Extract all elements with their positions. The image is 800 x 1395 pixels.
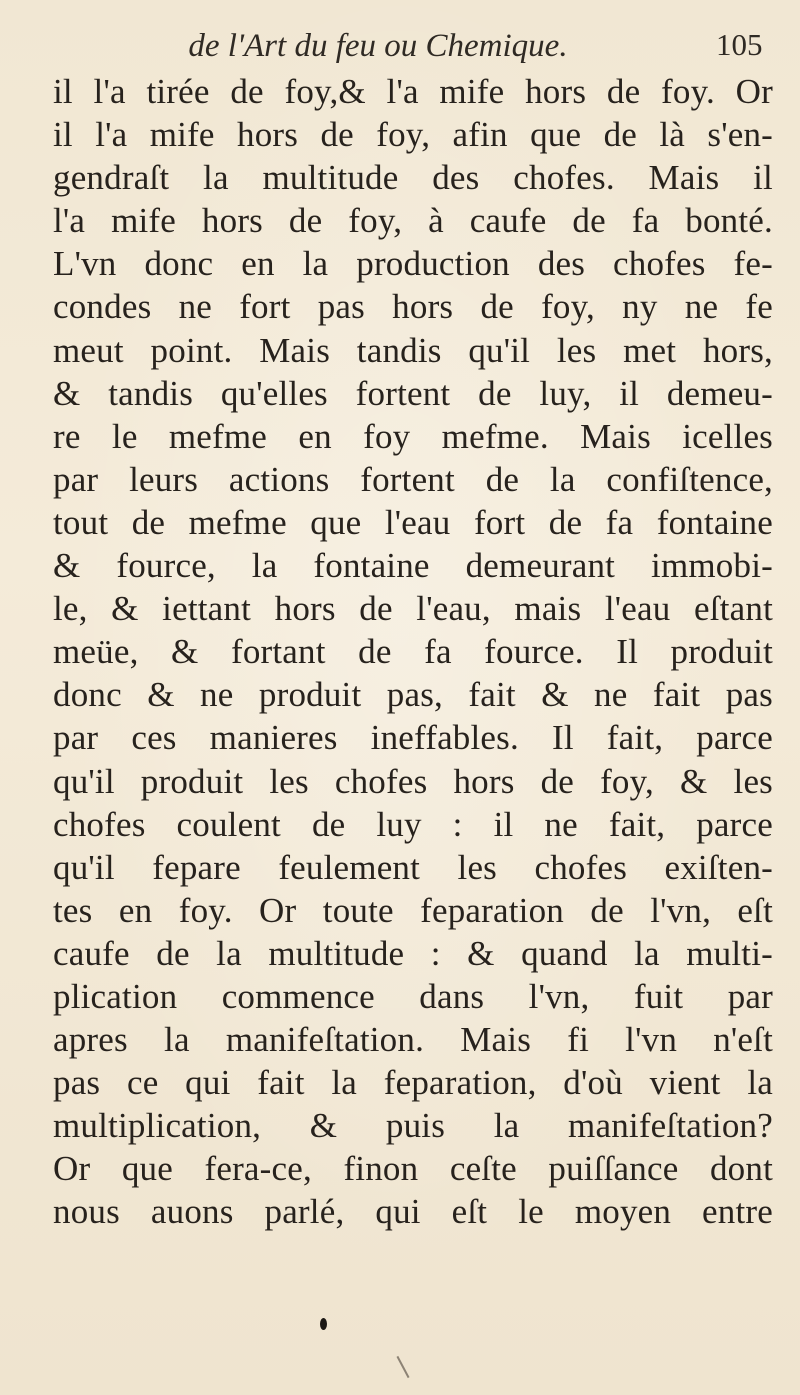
text-line: le, & iettant hors de l'eau, mais l'eau eſtant — [53, 589, 773, 629]
text-line: & tandis qu'elles fortent de luy, il demeu- — [53, 373, 773, 413]
text-line: plication commence dans l'vn, fuit par — [53, 976, 773, 1016]
text-line: Or que fera-ce, finon ceſte puiſſance dont — [53, 1149, 773, 1189]
text-line: multiplication, & puis la manifeſtation? — [53, 1106, 773, 1146]
page-header — [0, 10, 800, 68]
text-line: & fource, la fontaine demeurant immobi- — [53, 546, 773, 586]
ink-speck — [320, 1318, 327, 1330]
text-line: condes ne fort pas hors de foy, ny ne fe — [53, 287, 773, 327]
text-line: par ces manieres ineffables. Il fait, parce — [53, 718, 773, 758]
text-line: L'vn donc en la production des chofes fe- — [53, 244, 773, 284]
body-text — [53, 70, 773, 1234]
page-number: 105 — [716, 27, 763, 62]
text-line: nous auons parlé, qui eſt le moyen entre — [53, 1192, 773, 1232]
text-line: tes en foy. Or toute feparation de l'vn, eſt — [53, 890, 773, 930]
text-line: chofes coulent de luy : il ne fait, parce — [53, 804, 773, 844]
text-line: il l'a tirée de foy,& l'a mife hors de foy. Or — [53, 72, 773, 111]
text-line: meut point. Mais tandis qu'il les met hors, — [53, 330, 773, 370]
text-line: donc & ne produit pas, fait & ne fait pas — [53, 675, 773, 715]
text-line: il l'a mife hors de foy, afin que de là s'en- — [53, 115, 773, 155]
text-line: gendraſt la multitude des chofes. Mais il — [53, 158, 773, 198]
text-line: qu'il fepare feulement les chofes exiſten- — [53, 847, 773, 887]
text-line: par leurs actions fortent de la confiſtence, — [53, 459, 773, 499]
text-line: meüe, & fortant de fa fource. Il produit — [53, 632, 773, 672]
text-line: pas ce qui fait la feparation, d'où vient la — [53, 1063, 773, 1103]
text-line: qu'il produit les chofes hors de foy, & les — [53, 761, 773, 801]
text-line: caufe de la multitude : & quand la multi- — [53, 933, 773, 973]
text-line: re le mefme en foy mefme. Mais icelles — [53, 416, 773, 456]
running-title: de l'Art du feu ou Chemique. — [188, 28, 568, 64]
text-line: tout de mefme que l'eau fort de fa fontaine — [53, 502, 773, 542]
text-line: l'a mife hors de foy, à caufe de fa bonté. — [53, 201, 773, 241]
text-line: apres la manifeſtation. Mais fi l'vn n'eſt — [53, 1020, 773, 1060]
pencil-mark — [396, 1356, 409, 1378]
